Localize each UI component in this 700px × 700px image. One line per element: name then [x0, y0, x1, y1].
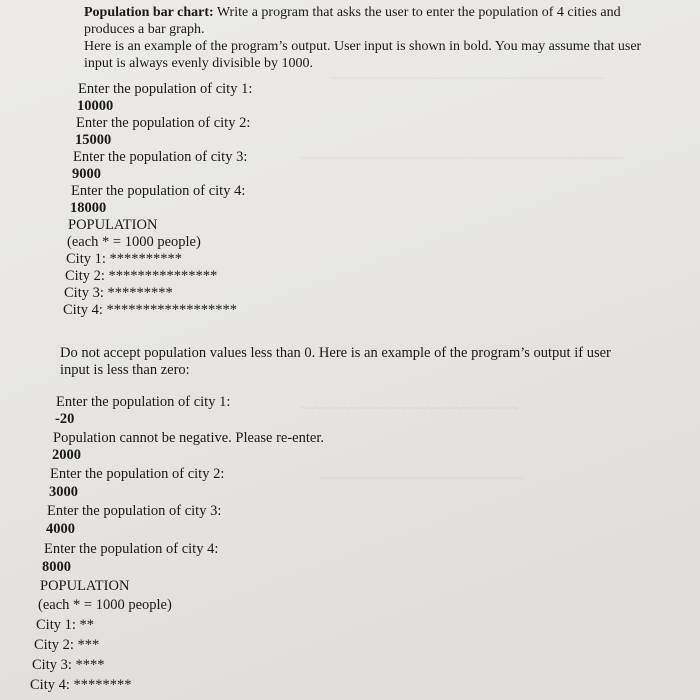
example2-line: Enter the population of city 3: — [47, 503, 222, 519]
example1-bar-row: City 2: *************** — [65, 268, 218, 284]
example2-bar-row: City 4: ******** — [30, 677, 132, 693]
example1-user-input: 9000 — [72, 166, 101, 182]
example2-user-input: -20 — [55, 411, 75, 427]
example1-line: Enter the population of city 4: — [71, 183, 246, 199]
bleed-through-texture: ~~~~~~~~~~~~~~~~~~~~~~~~~~~~~~~~~~~~~~~ — [330, 70, 605, 85]
problem-heading: Population bar chart: — [84, 5, 214, 20]
example2-line: Enter the population of city 4: — [44, 541, 219, 557]
example1-line: Enter the population of city 1: — [78, 81, 253, 97]
example1-line: POPULATION — [68, 217, 158, 233]
problem-description: Write a program that asks the user to enter the population of 4 cities and produces a bar graph. — [84, 5, 621, 37]
example1-user-input: 15000 — [75, 132, 112, 148]
example-description: Here is an example of the program’s output. User input is shown in bold. You may assume that user input is always evenly divisible by 1000. — [84, 39, 642, 71]
example2-line: Population cannot be negative. Please re-enter. — [53, 430, 324, 446]
example2-line: Enter the population of city 2: — [50, 466, 225, 482]
example1-bar-row: City 4: ****************** — [63, 302, 238, 318]
bleed-through-texture: ~~~~~~~~~~~~~~~~~~~~~~~~~~~~~~~ — [300, 400, 519, 415]
bleed-through-texture: ~~~~~~~~~~~~~~~~~~~~~~~~~~~~~~~~~~~~~~~~~~~~~~ — [300, 150, 624, 165]
example1-line: Enter the population of city 2: — [76, 115, 251, 131]
example2-user-input: 4000 — [46, 521, 75, 537]
example2-user-input: 3000 — [49, 484, 78, 500]
negative-input-note: Do not accept population values less than 0. Here is an example of the program’s output if user input is less than zero: — [60, 345, 611, 378]
example2-bar-row: City 3: **** — [32, 657, 105, 673]
example1-line: (each * = 1000 people) — [67, 234, 201, 250]
example2-bar-row: City 1: ** — [36, 617, 95, 633]
bleed-through-texture: ~~~~~~~~~~~~~~~~~~~~~~~~~~~~~ — [320, 470, 524, 485]
example2-line: (each * = 1000 people) — [38, 597, 172, 613]
example1-user-input: 10000 — [77, 98, 114, 114]
example2-user-input: 2000 — [52, 447, 81, 463]
example2-user-input: 8000 — [42, 559, 71, 575]
example1-bar-row: City 1: ********** — [66, 251, 183, 267]
example2-bar-row: City 2: *** — [34, 637, 100, 653]
problem-intro — [84, 4, 644, 72]
example1-bar-row: City 3: ********* — [64, 285, 173, 301]
example2-line: Enter the population of city 1: — [56, 394, 231, 410]
example1-line: Enter the population of city 3: — [73, 149, 248, 165]
example2-line: POPULATION — [40, 578, 130, 594]
example1-user-input: 18000 — [70, 200, 107, 216]
